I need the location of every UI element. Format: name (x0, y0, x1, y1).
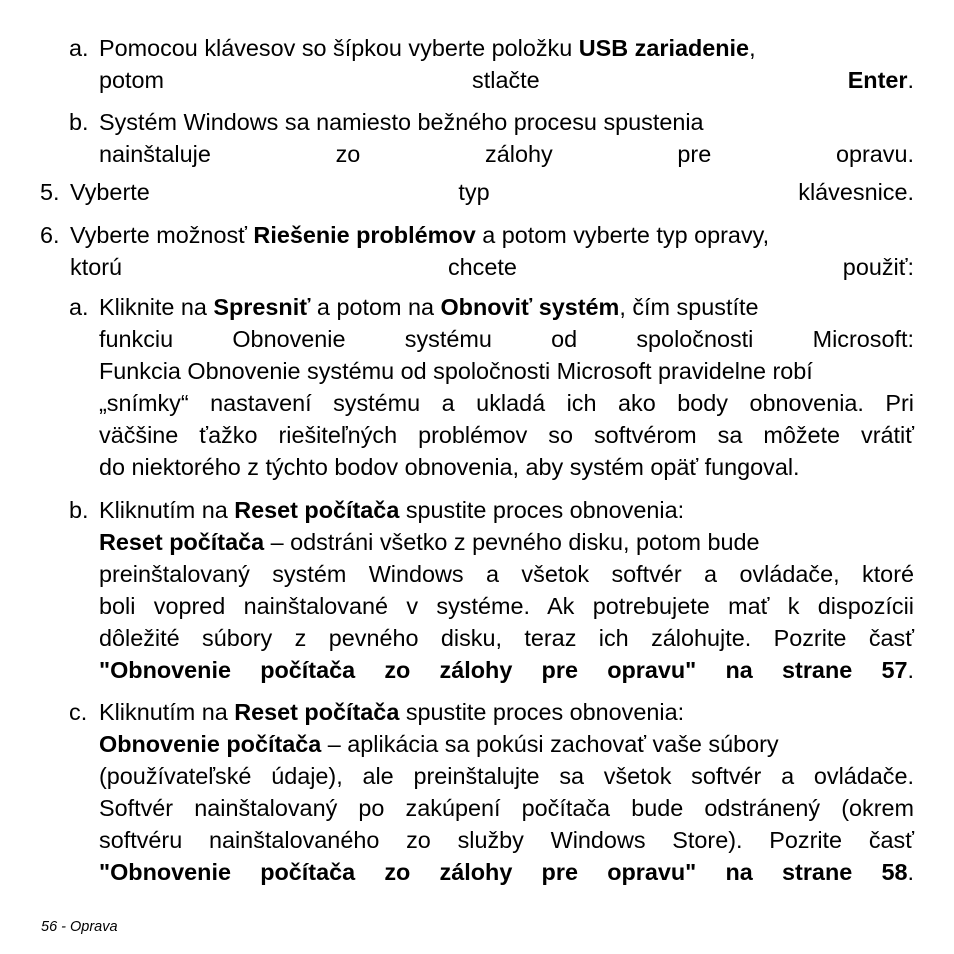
text-run: spustite proces obnovenia: (399, 699, 685, 725)
text-line (99, 558, 914, 590)
item-text (99, 106, 914, 170)
text-line (99, 355, 914, 387)
text-run: do niektorého z týchto bodov obnovenia, aby systém opäť fungoval. (99, 454, 800, 480)
text-run: Softvér nainštalovaný po zakúpení počítača bude odstránený (okrem (99, 795, 914, 821)
bold-term: Enter (847, 67, 908, 93)
text-run: softvéru nainštalovaného zo služby Windows Store). Pozrite časť (99, 827, 914, 853)
text-run: – aplikácia sa pokúsi zachovať vaše súbory (321, 731, 779, 757)
text-run: spustite proces obnovenia: (399, 497, 685, 523)
text-run: Kliknite na (99, 294, 214, 320)
text-line (99, 291, 914, 323)
item-text (99, 291, 914, 483)
text-line (99, 696, 914, 728)
text-line (99, 590, 914, 622)
text-run: a potom na (310, 294, 441, 320)
text-line (99, 323, 914, 355)
item-text (99, 32, 914, 96)
text-run: . (907, 859, 914, 885)
item-text (70, 219, 914, 283)
text-run: a potom vyberte typ opravy, (475, 222, 770, 248)
list-marker: a. (69, 35, 89, 61)
option-a-system-restore (69, 291, 914, 483)
option-c-refresh-pc (69, 696, 914, 888)
text-line (99, 32, 914, 64)
list-marker: b. (69, 109, 89, 135)
bold-term: Obnoviť systém (440, 294, 620, 320)
text-line (99, 760, 914, 792)
text-run: nainštaluje zo zálohy pre opravu. (99, 141, 914, 167)
text-run: , čím spustíte (619, 294, 759, 320)
text-run: Systém Windows sa namiesto bežného procesu spustenia (99, 109, 704, 135)
text-run: Kliknutím na (99, 699, 235, 725)
text-run: väčšine ťažko riešiteľných problémov so softvérom sa môžete vrátiť (99, 422, 914, 448)
text-line (99, 106, 914, 138)
step-a-usb (69, 32, 914, 96)
text-run: funkciu Obnovenie systému od spoločnosti Microsoft: (99, 326, 914, 352)
text-line (99, 654, 914, 686)
text-run: Pomocou klávesov so šípkou vyberte položku (99, 35, 579, 61)
text-line (99, 856, 914, 888)
bold-term: USB zariadenie (578, 35, 750, 61)
step-b-windows-install (69, 106, 914, 170)
text-run: . (907, 657, 914, 683)
list-marker: 6. (40, 222, 60, 248)
text-line (99, 419, 914, 451)
text-run: „snímky“ nastavení systému a ukladá ich ako body obnovenia. Pri (99, 390, 914, 416)
text-run: ktorú chcete použiť: (70, 254, 914, 280)
text-run: dôležité súbory z pevného disku, teraz ich zálohujte. Pozrite časť (99, 625, 914, 651)
text-run: . (907, 67, 914, 93)
text-line (99, 138, 914, 170)
step-5-keyboard (40, 176, 914, 208)
item-text (99, 696, 914, 888)
text-line (99, 64, 914, 96)
item-text (70, 176, 914, 208)
list-marker: 5. (40, 179, 60, 205)
text-line (99, 494, 914, 526)
text-run: preinštalovaný systém Windows a všetok softvér a ovládače, ktoré (99, 561, 914, 587)
list-marker: b. (69, 497, 89, 523)
bold-term: Reset počítača (234, 497, 400, 523)
text-run: potom stlačte (99, 67, 848, 93)
text-run: Kliknutím na (99, 497, 235, 523)
bold-term: "Obnovenie počítača zo zálohy pre opravu" na strane 58 (99, 859, 908, 885)
text-line (99, 792, 914, 824)
text-line (70, 251, 914, 283)
bold-term: Reset počítača (99, 529, 265, 555)
step-6-troubleshoot (40, 219, 914, 283)
bold-term: Spresniť (213, 294, 311, 320)
text-line (99, 451, 914, 483)
option-b-reset-pc (69, 494, 914, 686)
text-line (99, 728, 914, 760)
text-run: Funkcia Obnovenie systému od spoločnosti Microsoft pravidelne robí (99, 358, 813, 384)
item-text (99, 494, 914, 686)
text-run: Vyberte možnosť (70, 222, 254, 248)
text-run: – odstráni všetko z pevného disku, potom bude (264, 529, 760, 555)
bold-term: Reset počítača (234, 699, 400, 725)
list-marker: c. (69, 699, 88, 725)
text-line (99, 622, 914, 654)
page-footer: 56 - Oprava (41, 919, 118, 935)
bold-term: "Obnovenie počítača zo zálohy pre opravu" na strane 57 (99, 657, 908, 683)
text-line (70, 176, 914, 208)
text-line (99, 387, 914, 419)
text-run: (používateľské údaje), ale preinštalujte sa všetok softvér a ovládače. (99, 763, 914, 789)
text-line (99, 824, 914, 856)
text-run: Vyberte typ klávesnice. (70, 179, 914, 205)
text-line (99, 526, 914, 558)
bold-term: Obnovenie počítača (99, 731, 322, 757)
text-line (70, 219, 914, 251)
list-marker: a. (69, 294, 89, 320)
bold-term: Riešenie problémov (253, 222, 476, 248)
text-run: boli vopred nainštalované v systéme. Ak potrebujete mať k dispozícii (99, 593, 914, 619)
text-run: , (749, 35, 756, 61)
